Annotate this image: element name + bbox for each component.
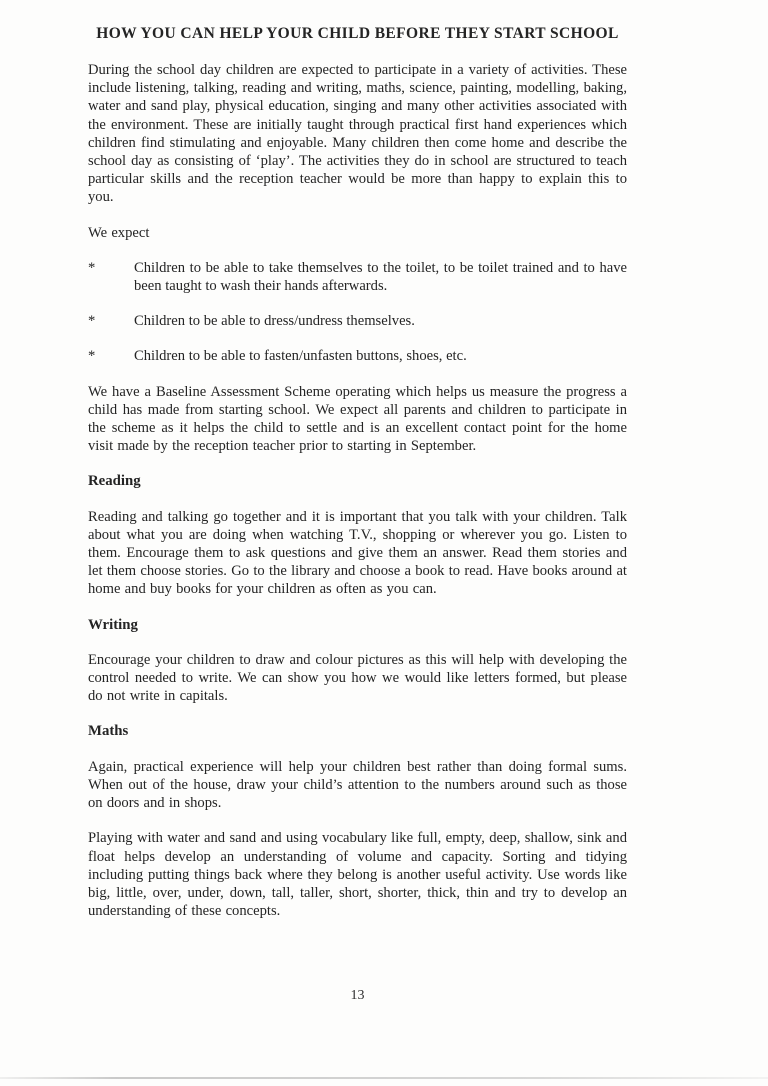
- list-item-text: Children to be able to fasten/unfasten buttons, shoes, etc.: [134, 348, 467, 365]
- bullet-marker: *: [88, 259, 96, 276]
- bullet-marker: *: [88, 313, 96, 330]
- document-title: HOW YOU CAN HELP YOUR CHILD BEFORE THEY START SCHOOL: [96, 25, 619, 42]
- scan-edge-line: [0, 1077, 768, 1079]
- maths-paragraph-2: Playing with water and sand and using vocabulary like full, empty, deep, shallow, sink and float helps develop an understanding of volume and capacity. Sorting and tidying including putting things back where they belong is another useful activity. Use words like big, little, over, under, down, tall, taller, short, shorter, thick, thin and try to develop an understanding of these concepts.: [88, 830, 627, 920]
- list-item-text: Children to be able to take themselves to the toilet, to be toilet trained and to have been taught to wash their hands afterwards.: [134, 259, 627, 295]
- expectations-lead: We expect: [88, 224, 150, 241]
- intro-paragraph: During the school day children are expected to participate in a variety of activities. These include listening, talking, reading and writing, maths, science, painting, modelling, baking, water and sand play, physical education, singing and many other activities associated with the environment. These are initially taught through practical first hand experiences which children find stimulating and enjoyable. Many children then come home and describe the school day as consisting of ‘play’. The activities they do in school are structured to teach particular skills and the reception teacher would be more than happy to explain this to you.: [88, 62, 627, 206]
- list-item: [88, 312, 627, 330]
- list-item-text: Children to be able to dress/undress themselves.: [134, 313, 415, 330]
- bullet-marker: *: [88, 348, 96, 365]
- list-item: [88, 347, 627, 365]
- reading-paragraph: Reading and talking go together and it is important that you talk with your children. Talk about what you are doing when watching T.V., shopping or wherever you go. Listen to them. Encourage them to ask questions and give them an answer. Read them stories and let them choose stories. Go to the library and choose a book to read. Have books around at home and buy books for your children as often as you can.: [88, 508, 627, 598]
- maths-paragraph-1: Again, practical experience will help your children best rather than doing formal sums. When out of the house, draw your child’s attention to the numbers around such as those on doors and in shops.: [88, 758, 627, 812]
- list-item: [88, 259, 627, 295]
- section-heading-writing: Writing: [88, 616, 138, 633]
- baseline-scheme-paragraph: We have a Baseline Assessment Scheme operating which helps us measure the progress a child has made from starting school. We expect all parents and children to participate in the scheme as it helps the child to settle and is an excellent contact point for the home visit made by the reception teacher prior to starting in September.: [88, 383, 627, 455]
- writing-paragraph: Encourage your children to draw and colour pictures as this will help with developing the control needed to write. We can show you how we would like letters formed, but please do not write in capitals.: [88, 651, 627, 705]
- section-heading-maths: Maths: [88, 723, 129, 740]
- section-heading-reading: Reading: [88, 473, 141, 490]
- page-number: 13: [350, 988, 365, 1003]
